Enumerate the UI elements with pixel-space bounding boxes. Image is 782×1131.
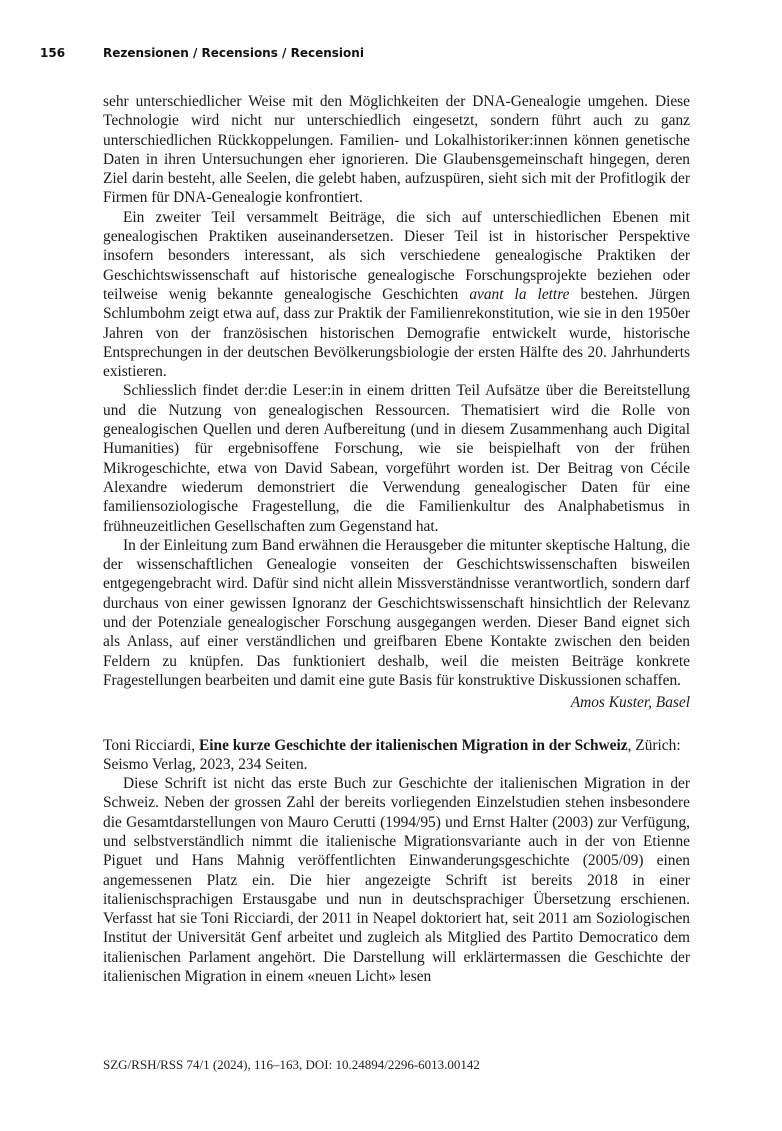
review2-paragraph-1: Diese Schrift ist nicht das erste Buch zur Geschichte der italienischen Migration in der Schweiz. Neben der grossen Zahl der bereits vorliegenden Einzelstudien stehen insbesondere die Gesamtdarstellungen von Mauro Cerutti (1994/95) und Ernst Halter (2003) zur Verfügung, und selbstverständlich nimmt die italienische Migrationsvariante auch in der von Etienne Piguet und Hans Mahnig veröffentlichten Einwanderungsgeschichte (2005/09) einen angemessenen Platz ein. Die hier angezeigte Schrift ist bereits 2018 in einer italienischsprachigen Erstausgabe und nun in deutschsprachiger Übersetzung erschienen. Verfasst hat sie Toni Ricciardi, der 2011 in Neapel doktoriert hat, seit 2011 am Soziologischen Institut der Universität Genf arbeitet und zugleich als Mitglied des Partito Democratico dem italienischen Parlament angehört. Die Darstellung will erklärtermassen die Geschichte der italienischen Migration in einem «neuen Licht» lesen [103, 775, 690, 986]
running-header [40, 46, 364, 60]
review1-paragraph-4: In der Einleitung zum Band erwähnen die Herausgeber die mitunter skeptische Haltung, die der wissenschaftlichen Genealogie vonseiten der Geschichtswissenschaften bisweilen entgegengebracht wird. Dafür sind nicht allein Missverständnisse verantwortlich, sondern darf durchaus von einer gewissen Ignoranz der Geschichtswissenschaft hinsichtlich der Relevanz und der Potenziale genealogischer Forschung ausgegangen werden. Dieser Band eignet sich als Anlass, auf einer verständlichen und greifbaren Ebene Kontakte zwischen den beiden Feldern zu knüpfen. Das funktioniert deshalb, weil die meisten Beiträge konkrete Fragestellungen bearbeiten und damit eine gute Basis für konstruktive Diskussionen schaffen. [103, 536, 690, 689]
review1-paragraph-3: Schliesslich findet der:die Leser:in in einem dritten Teil Aufsätze über die Bereitstellung und die Nutzung von genealogischen Ressourcen. Thematisiert wird die Rolle von genealogischen Quellen und deren Aufbereitung (und in diesem Zusammenhang auch Digital Humanities) für ergebnisoffene Forschung, wie sie beispielhaft von der frühen Mikrogeschichte, etwa von David Sabean, vorgeführt worden ist. Der Beitrag von Cécile Alexandre wiederum demonstriert die Verwendung genealogischer Daten für eine familiensoziologische Fragestellung, die die Familienkultur des Analphabetismus in frühneuzeitlichen Gesellschaften zum Gegenstand hat. [103, 382, 690, 535]
review2-publication: , Zürich: Seismo Verlag, 2023, 234 Seiten. [103, 736, 681, 773]
review1-paragraph-1: sehr unterschiedlicher Weise mit den Möglichkeiten der DNA-Genealogie umgehen. Diese Technologie wird nicht nur unterschiedlich eingesetzt, sondern führt auch zu ganz unterschiedlichen Rückkoppelungen. Familien- und Lokalhistoriker:innen können genetische Daten in ihren Untersuchungen eher ignorieren. Die Glaubensgemeinschaft hingegen, deren Ziel darin besteht, alle Seelen, die gelebt haben, aufzuspüren, sieht sich mit der Profitlogik der Firmen für DNA-Genealogie konfrontiert. [103, 93, 690, 207]
reviewer-signature: Amos Kuster, Basel [570, 694, 690, 712]
review1-paragraph-2-text-b: bestehen. Jürgen Schlumbohm zeigt etwa auf, dass zur Praktik der Familienrekonstitution, wie sie in den 1950er Jahren von der französischen historischen Demografie entwickelt wurde, historische Entsprechungen in der deutschen Bevölkerungsbiologie der ersten Hälfte des 20. Jahrhunderts existieren. [103, 285, 690, 381]
review2-author: Toni Ricciardi, [103, 736, 196, 754]
page-number: 156 [40, 46, 66, 60]
review1-paragraph-2-text-a: Ein zweiter Teil versammelt Beiträge, die sich auf unterschiedlichen Ebenen mit genealogischen Praktiken auseinandersetzen. Dieser Teil ist in historischer Perspektive insofern besonders interessant, als sich verschiedene genealogische Praktiken der Geschichtswissenschaft auf historische genealogische Forschungsprojekte beziehen oder teilweise wenig bekannte genealogische Geschichten [103, 208, 690, 303]
page-body [103, 92, 690, 986]
review1-paragraph-2 [103, 208, 690, 382]
review2-citation [103, 736, 690, 775]
running-title: Rezensionen / Recensions / Recensioni [103, 46, 364, 60]
italic-phrase: avant la lettre [469, 285, 570, 303]
review2-book-title: Eine kurze Geschichte der italienischen Migration in der Schweiz [198, 736, 628, 754]
page-footer-citation: SZG/RSH/RSS 74/1 (2024), 116–163, DOI: 10.24894/2296-6013.00142 [103, 1057, 480, 1072]
